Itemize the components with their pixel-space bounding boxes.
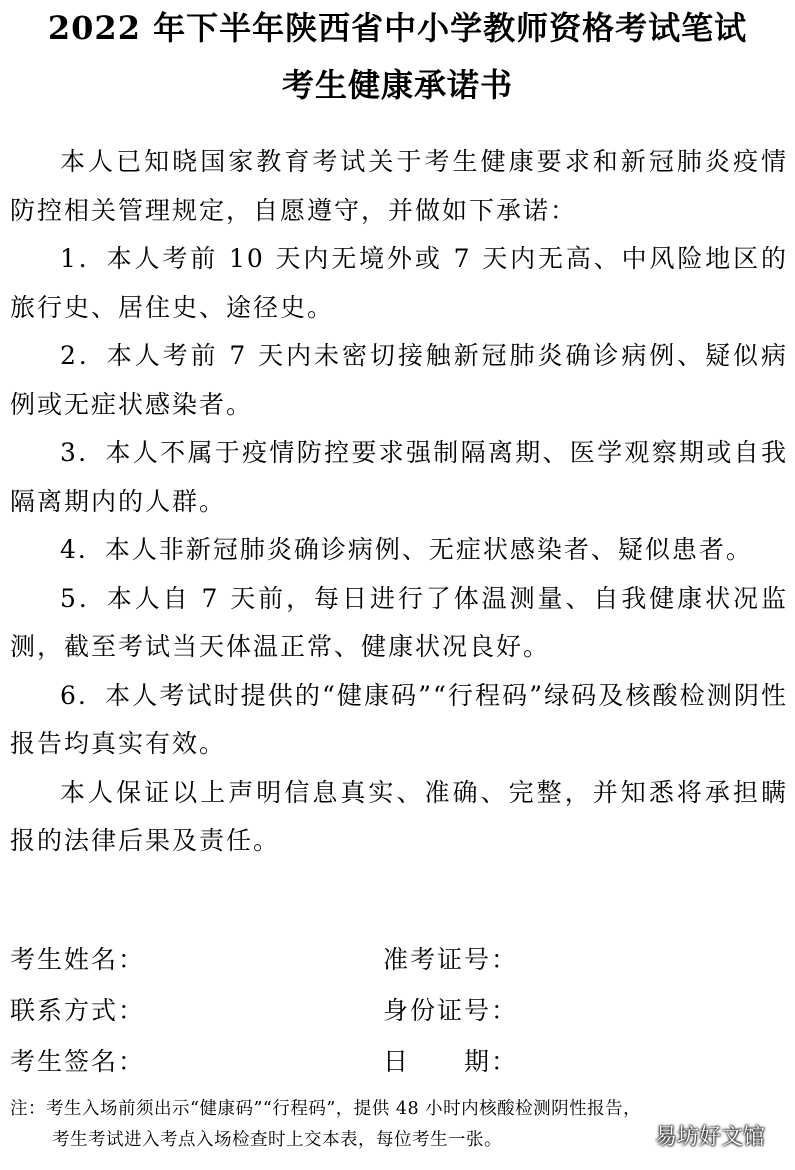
- date-label: 日 期：: [383, 1047, 519, 1076]
- pledge-item-2: 2．本人考前 7 天内未密切接触新冠肺炎确诊病例、疑似病例或无症状感染者。: [10, 341, 788, 419]
- watermark: 易坊好文馆: [654, 1125, 765, 1150]
- note-line-2: 考生考试进入考点入场检查时上交本表，每位考生一张。: [52, 1130, 502, 1150]
- pledge-item-4: 4．本人非新冠肺炎确诊病例、无症状感染者、疑似患者。: [60, 535, 753, 564]
- form-row-name: [10, 940, 785, 980]
- name-label: 考生姓名：: [10, 945, 146, 974]
- id-number-label: 身份证号：: [383, 996, 519, 1025]
- pledge-item-1: 1．本人考前 10 天内无境外或 7 天内无高、中风险地区的旅行史、居住史、途径史。: [10, 244, 788, 322]
- pledge-body: [10, 138, 788, 866]
- document-title: 2022 年下半年陕西省中小学教师资格考试笔试: [47, 9, 748, 47]
- pledge-item-5: 5．本人自 7 天前，每日进行了体温测量、自我健康状况监测，截至考试当天体温正常、健康状况良好。: [10, 583, 788, 661]
- pledge-item-6: 6．本人考试时提供的“健康码”“行程码”绿码及核酸检测阴性报告均真实有效。: [10, 680, 788, 758]
- signature-label: 考生签名：: [10, 1047, 146, 1076]
- intro-paragraph: 本人已知晓国家教育考试关于考生健康要求和新冠肺炎疫情防控相关管理规定，自愿遵守，并做如下承诺：: [10, 147, 788, 225]
- note-line-1: 注：考生入场前须出示“健康码”“行程码”，提供 48 小时内核酸检测阴性报告，: [10, 1099, 642, 1119]
- form-row-contact: [10, 991, 785, 1031]
- pledge-item-3: 3．本人不属于疫情防控要求强制隔离期、医学观察期或自我隔离期内的人群。: [10, 438, 788, 516]
- admission-number-label: 准考证号：: [383, 945, 519, 974]
- closing-paragraph: 本人保证以上声明信息真实、准确、完整，并知悉将承担瞒报的法律后果及责任。: [10, 777, 788, 855]
- document-subtitle: 考生健康承诺书: [281, 66, 513, 104]
- form-row-signature: [10, 1042, 785, 1082]
- contact-label: 联系方式：: [10, 996, 146, 1025]
